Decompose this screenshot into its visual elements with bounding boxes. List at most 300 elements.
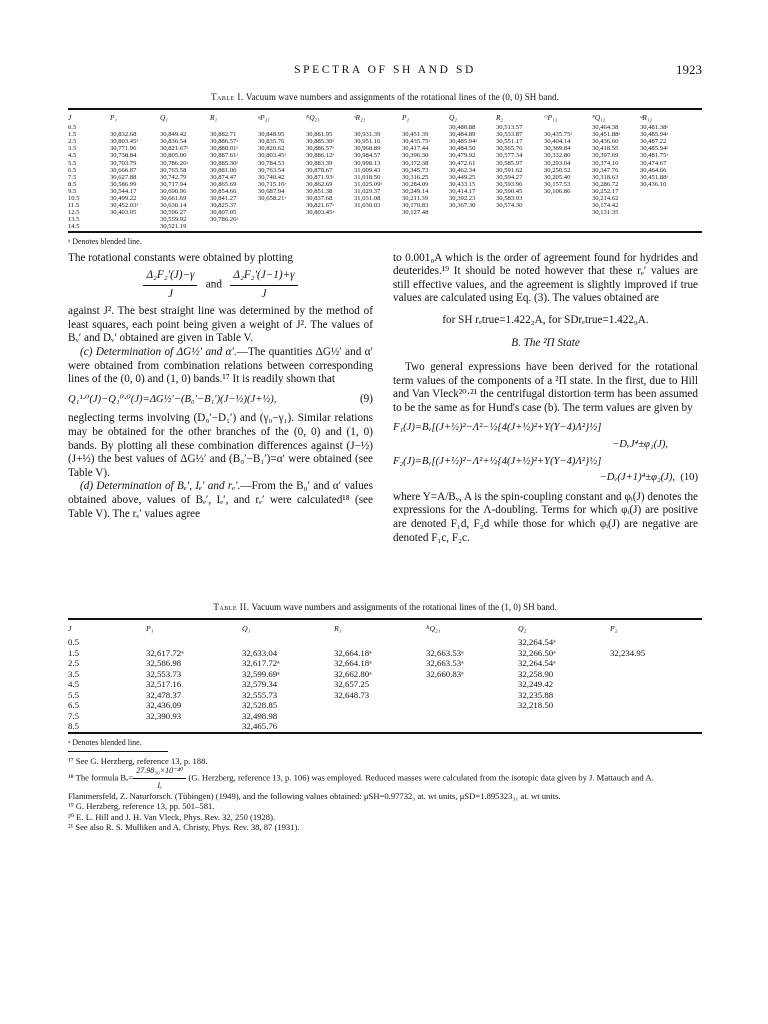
table2-cell [610, 711, 702, 722]
table1-cell: 30,848.95 [258, 131, 285, 139]
table1-cell: 30,586.99 [110, 180, 137, 188]
table1-cell: 30,878.67 [306, 166, 333, 174]
table1-cell [496, 223, 544, 230]
table2-cell: 32,617.72ᵃ [242, 658, 280, 668]
table1-cell [306, 124, 354, 131]
table1-cell [354, 209, 402, 216]
table1-cell: 31,031.08 [354, 195, 381, 203]
table1-cell: 30,205.40 [544, 173, 571, 181]
table1-cell: 30,286.72 [592, 180, 619, 188]
table1-cell: 30,369.84 [544, 145, 571, 153]
table2-row [68, 690, 702, 701]
table1-cell [354, 124, 402, 131]
table1-cell: 30,591.62 [496, 166, 523, 174]
table1-row [68, 131, 702, 138]
table1-row [68, 145, 702, 152]
table1-cell [258, 223, 306, 230]
table1-col-header: R₂ [496, 113, 504, 122]
table1-cell: 30,803.45ᵃ [258, 152, 287, 160]
table1-cell: 30,871.93ᵃ [306, 173, 335, 181]
table1-cell: 30,886.12ᵃ [306, 152, 335, 160]
table2-cell: 32,436.09 [146, 700, 182, 710]
table1-row [68, 216, 702, 223]
fraction-expression [68, 269, 373, 301]
table1-cell: 30,630.14 [160, 202, 187, 210]
running-header [68, 58, 702, 78]
table2-cell [610, 700, 702, 711]
table1-col-header: ᴼP₁₂ [544, 113, 558, 122]
table1-cell: 30,484.89 [449, 131, 476, 139]
table2-body [68, 637, 702, 732]
table1-cell: 30,825.37 [210, 202, 237, 210]
table2-cell: 8.5 [68, 721, 79, 731]
fraction-and: and [205, 278, 222, 291]
table1-cell: 2.5 [68, 138, 77, 146]
table1-cell: 30,717.94 [160, 180, 187, 188]
table2-bottom-rule [68, 732, 702, 734]
table1-cell: 31,018.50 [354, 173, 381, 181]
two-column-body [68, 252, 702, 592]
footnote-18-text: (G. Herzberg, reference 13, p. 106) was employed. Reduced masses were calculated from the isotopic data given by J. Mattauch and A. Flammersfeld, Z. Naturforsch. (Tübingen) (1949), and the following values obtained: μSH=0.97732₃ at. wt units, μSD=1.895323₃₁ at. wt units. [68, 772, 654, 802]
table1-cell: 0.5 [68, 124, 77, 132]
table1-cell [402, 124, 449, 131]
table2-col-header: Q₂ [518, 623, 527, 633]
table2-cell [610, 658, 702, 669]
table2-cell [610, 690, 702, 701]
table1-cell: 30,742.79 [160, 173, 187, 181]
table1-cell: 30,374.10 [592, 159, 619, 167]
table1-cell: 30,703.79 [110, 159, 137, 167]
table2-cell: 32,660.83ᵃ [426, 668, 464, 679]
section-c-heading: (c) Determination of ΔG½′ and α′. [80, 346, 237, 359]
table1-cell [258, 202, 306, 209]
equation-9-body: Q₁¹·⁰(J)−Q₁⁰·⁰(J)=ΔG½′−(B₀′−B₁′)(J−½)(J+½), [68, 393, 277, 405]
table2-cell: 5.5 [68, 689, 79, 700]
left-para-3 [68, 346, 373, 387]
table1-row [68, 181, 702, 188]
table1-cell: 30,481.38ᵃ [640, 124, 669, 132]
table1-cell: 30,627.88 [110, 173, 137, 181]
table2-caption-text: Vacuum wave numbers and assignments of the rotational lines of the (1, 0) SH band. [249, 601, 557, 612]
table1-cell: 30,887.61ᵃ [210, 152, 239, 160]
table2-col-header: ᴿQ₂₁ [426, 623, 441, 633]
table1-cell: 30,803.45ᵃ [306, 209, 335, 217]
table1-cell [544, 124, 592, 131]
table1-cell: 30,414.17 [449, 187, 476, 195]
page-number: 1923 [676, 62, 702, 77]
section-d-text: —From the B₀′ and α′ values obtained above, values of Bₑ′, Iₑ′, and rₑ′ were calculated¹⁸ (see Table V). The rₑ′ values agree [68, 480, 373, 520]
table1-cell: 30,771.96 [110, 145, 137, 153]
table2-cell: 32,579.34 [242, 679, 278, 689]
table1-cell: 30,485.94ᵃ [640, 131, 669, 139]
table1-cell [640, 195, 702, 202]
table1-cell [544, 216, 592, 223]
table1-cell [110, 124, 160, 131]
table1-row [68, 167, 702, 174]
table1-cell [592, 216, 640, 223]
table1-row [68, 160, 702, 167]
table1-cell [640, 202, 702, 209]
table1-cell: 30,715.16ᵃ [258, 180, 287, 188]
equation-f1-line1: F₁(J)=Bᵥ[(J+½)²−Λ²−½{4(J+½)²+Y(Y−4)Λ²}½] [393, 422, 602, 434]
table1-col-header: ˢR₂₁ [354, 113, 366, 122]
table1-cell: 30,479.92 [449, 152, 476, 160]
table2-cell: 32,617.72ᵃ [146, 647, 184, 658]
table1-cell [110, 223, 160, 230]
table1-cell: 30,332.80 [544, 152, 571, 160]
table1-cell: 30,968.89 [354, 145, 381, 153]
table1-cell: 13.5 [68, 216, 80, 224]
right-column [393, 252, 698, 546]
table1-cell: 7.5 [68, 173, 77, 181]
footnote-17: ¹⁷ See G. Herzberg, reference 13, p. 188. [68, 755, 208, 766]
equation-f2-line1: F₂(J)=Bᵥ[(J+½)²−Λ²+½{4(J+½)²+Y(Y−4)Λ²}½] [393, 455, 602, 467]
table1-cell: 30,316.25 [402, 173, 429, 181]
equation-9 [68, 393, 373, 407]
table1-cell: 30,593.96 [496, 180, 523, 188]
table2-col-header: J [68, 623, 72, 633]
table2-cell [610, 721, 702, 732]
table2-caption-label: Table II. [213, 601, 250, 612]
table1-cell: 30,157.53 [544, 180, 571, 188]
table1-cell: 30,565.76 [496, 145, 523, 153]
table1-cell [496, 209, 544, 216]
table1-cell: 30,487.22 [640, 138, 667, 146]
equation-f2-line2-body: −Dᵥ(J+1)⁴±φ₂(J), [599, 472, 676, 484]
section-d-heading: (d) Determination of Bₑ′, Iₑ′ and rₑ′. [80, 480, 241, 493]
table2-cell: 4.5 [68, 679, 79, 689]
table1-cell: 30,250.52 [544, 166, 571, 174]
table1-cell: 30,835.76 [258, 138, 285, 146]
table2-cell [334, 721, 426, 732]
table2-top-rule [68, 618, 702, 620]
table1-cell: 30,485.94ᵃ [640, 145, 669, 153]
table1-cell: 30,174.42 [592, 202, 619, 210]
table1-caption [68, 92, 702, 102]
table1-cell: 30,462.34 [449, 166, 476, 174]
table1-top-rule [68, 108, 702, 110]
table1-cell: 30,131.35 [592, 209, 619, 217]
left-para-5 [68, 480, 373, 521]
table1-cell: 30,881.95 [306, 131, 333, 139]
table1-cell [306, 216, 354, 223]
table1-cell: 30,436.10 [640, 180, 667, 188]
table1-cell: 30,763.54 [258, 166, 285, 174]
table1-cell [258, 209, 306, 216]
table2-cell [146, 721, 242, 732]
table2-footnote: ᵃ Denotes blended line. [68, 737, 142, 747]
footnote-18-fraction-num: 27.98₃₀×10⁻⁴⁰ [133, 766, 186, 779]
table1-body [68, 124, 702, 230]
section-c-text: —The quantities ΔG½′ and α′ were obtained from combination relations between corresponding lines of the (0, 0) and (1, 0) bands.¹⁷ It is readily shown that [68, 346, 373, 386]
table1-row [68, 188, 702, 195]
left-para-1: The rotational constants were obtained by plotting [68, 251, 293, 264]
right-para-3: where Y=A/Bᵥ, A is the spin-coupling constant and φᵢ(J) denotes the expressions for the Λ-doubling. Terms for which φᵢ(J) are positive are denoted F₁d, F₂d while those for which φᵢ(J) are negative are denoted F₁c, F₂c. [393, 490, 698, 544]
table1-cell: 30,658.21ᵃ [258, 195, 287, 203]
table1-cell: 30,931.39 [354, 131, 381, 139]
table1-cell: 30,392.23 [449, 195, 476, 203]
table1-cell: 30,862.69 [306, 180, 333, 188]
table1-cell [640, 216, 702, 223]
table1-cell: 30,417.44 [402, 145, 429, 153]
table1-cell: 11.5 [68, 202, 80, 210]
table1-cell: 30,481.75ᵃ [640, 152, 669, 160]
table1-cell: 30,784.53 [258, 159, 285, 167]
table2-cell: 32,264.54ᵃ [518, 658, 556, 668]
table2-cell: 2.5 [68, 658, 79, 668]
table2-cell: 1.5 [68, 647, 79, 658]
table1-cell: 1.5 [68, 131, 77, 139]
table1-cell: 30,544.17 [110, 187, 137, 195]
table1-cell: 30,881.06 [210, 166, 237, 174]
table1-cell [449, 216, 496, 223]
table1-cell: 30,984.57 [354, 152, 381, 160]
table1-cell: 30,765.58 [160, 166, 187, 174]
table2-cell: 32,264.54ᵃ [518, 637, 556, 647]
table1-cell: 30,499.22 [110, 195, 137, 203]
table2-col-header: Q₁ [242, 623, 251, 633]
table1-cell: 12.5 [68, 209, 80, 217]
table1-cell: 31,009.43 [354, 166, 381, 174]
footnote-18 [68, 766, 702, 802]
table2-cell: 32,258.90 [518, 668, 554, 679]
footnote-20: ²⁰ E. L. Hill and J. H. Van Vleck, Phys. Rev. 32, 250 (1928). [68, 811, 276, 822]
table1-cell: 30,687.94 [258, 187, 285, 195]
table2-cell: 0.5 [68, 637, 79, 647]
equation-f1-line2: −DᵥJ⁴±φ₁(J), [612, 439, 668, 451]
table1-col-header: ᵠR₁₂ [640, 113, 652, 122]
table1-cell [354, 223, 402, 230]
table1-cell: 30,951.16 [354, 138, 381, 146]
table2-cell [242, 637, 334, 648]
table1-cell: 30,396.30 [402, 152, 429, 160]
footnote-separator [68, 751, 168, 752]
table1-cell: 10.5 [68, 195, 80, 203]
table1-cell: 30,559.92 [160, 216, 187, 224]
table1-cell: 30,583.93 [496, 195, 523, 203]
table1-cell: 30,451.88ᵃ [592, 131, 621, 139]
table1-cell: 30,551.17 [496, 138, 523, 146]
table2-cell [334, 700, 426, 711]
table2-cell [426, 690, 518, 701]
table1-col-header: ᴾQ₁₂ [592, 113, 606, 122]
table1-cell [496, 216, 544, 223]
table1-cell: 30,451.39 [402, 131, 429, 139]
table1-cell: 30,821.67ᵃ [160, 145, 189, 153]
table1-cell: 30,433.15 [449, 180, 476, 188]
fraction-2-numerator: Δ₂F₂′(J−1)+γ [230, 269, 297, 286]
table2-cell: 32,663.53ᵃ [426, 658, 464, 668]
table1-cell: 30,805.00 [160, 152, 187, 160]
table1-cell: 30,849.42 [160, 131, 187, 139]
footnote-18-fraction [133, 766, 186, 791]
table1-caption-text: Vacuum wave numbers and assignments of the rotational lines of the (0, 0) SH band. [243, 92, 559, 102]
table1-cell [640, 209, 702, 216]
table1-cell: 4.5 [68, 152, 77, 160]
table1-footnote: ᵃ Denotes blended line. [68, 236, 142, 246]
table1-col-header: ᴿQ₂₁ [306, 113, 320, 122]
table1-cell: 30,886.57ᵃ [306, 145, 335, 153]
table1-cell: 30,786.26ᵃ [160, 159, 189, 167]
footnote-21: ²¹ See also R. S. Mulliken and A. Christy, Phys. Rev. 38, 87 (1931). [68, 821, 300, 832]
table1-cell: 30,474.67 [640, 159, 667, 167]
table1-cell: 30,836.54 [160, 138, 187, 146]
table1-cell: 30,832.68 [110, 131, 137, 139]
table1-header-row [68, 112, 702, 124]
table1-cell: 30,585.97 [496, 159, 523, 167]
table1-row [68, 124, 702, 131]
left-column [68, 252, 373, 522]
table1-cell: 5.5 [68, 159, 77, 167]
table1-cell: 30,590.45 [496, 187, 523, 195]
equation-f2-line2 [393, 471, 698, 485]
table1-cell: 30,854.66 [210, 187, 237, 195]
table2-cell: 32,465.76 [242, 721, 278, 731]
table1-row [68, 174, 702, 181]
table1-cell [210, 223, 258, 230]
right-para-2: Two general expressions have been derived for the rotational term values of the components of a ²Π state. In the first, due to Hill and Van Vleck²⁰·²¹ the centrifugal distortion term has been assumed to be the same as for Hund's case (b). The term values are given by [393, 361, 698, 414]
table2-cell: 32,528.85 [242, 700, 278, 710]
footnote-18-lead: ¹⁸ The formula Bₑ= [68, 772, 134, 783]
table1-col-header: Q₂ [449, 113, 457, 122]
fraction-1 [143, 269, 197, 301]
table2-cell: 32,648.73 [334, 689, 370, 700]
table2-row [68, 658, 702, 669]
table1-cell: 30,885.30ᵃ [306, 138, 335, 146]
table1-row [68, 202, 702, 209]
table1-cell: 30,596.27 [160, 209, 187, 217]
table1-cell: 30,464.66 [640, 166, 667, 174]
table2-caption [68, 602, 702, 612]
table2-cell [426, 711, 518, 722]
table2-cell [610, 637, 702, 648]
table1-cell: 30,841.27 [210, 195, 237, 203]
table1-cell: 30,347.76 [592, 166, 619, 174]
table1-cell: 30,372.38 [402, 159, 429, 167]
table2-row [68, 679, 702, 690]
table2-cell: 32,657.25 [334, 679, 370, 689]
table1-cell: 30,786.26ᵃ [210, 216, 239, 224]
table1-cell: 30,367.30 [449, 202, 476, 210]
table2-col-header: R₁ [334, 623, 342, 633]
table1-cell [258, 216, 306, 223]
table1-cell: 30,661.69 [160, 195, 187, 203]
table1-cell [640, 223, 702, 230]
table1-cell: 30,883.39 [306, 159, 333, 167]
table1-cell: 30,449.25 [449, 173, 476, 181]
table2-cell: 32,218.50 [518, 700, 554, 710]
table1-col-header: R₁ [210, 113, 218, 122]
table2-cell: 3.5 [68, 668, 79, 679]
table1-cell [160, 124, 210, 131]
footnote-18-fraction-den: Iₑ [157, 780, 163, 790]
table1-cell: 30,452.03ᵃ [110, 202, 139, 210]
table1-cell: 30,738.84 [110, 152, 137, 160]
table2-col-header: P₁ [146, 623, 154, 633]
table1-cell: 30,865.69 [210, 180, 237, 188]
fraction-2-denominator: J [261, 287, 267, 300]
table2-cell: 32,249.42 [518, 679, 554, 689]
table2-cell: 32,663.53ᵃ [426, 647, 464, 658]
table1-cell: 30,577.34 [496, 152, 523, 160]
table2-cell: 32,266.50ᵃ [518, 647, 556, 658]
table1-cell: 9.5 [68, 187, 77, 195]
table1-cell: 30,837.68 [306, 195, 333, 203]
table2-row [68, 669, 702, 680]
table2-cell [426, 700, 518, 711]
table2-header-row [68, 622, 702, 638]
table2-cell [610, 679, 702, 690]
table1-row [68, 195, 702, 202]
left-para-2: against J². The best straight line was determined by the method of least squares, each point being given a weight of J². The values of Bᵥ′ and Dᵥ′ obtained are given in Table V. [68, 305, 373, 345]
table1-cell: 30,513.57 [496, 124, 523, 132]
table1-cell: 30,740.42 [258, 173, 285, 181]
table1-cell [544, 209, 592, 216]
fraction-1-denominator: J [167, 287, 173, 300]
table1-cell: 30,418.55 [592, 145, 619, 153]
table1-cell: 30,106.86 [544, 187, 571, 195]
table1-cell [402, 223, 449, 230]
table2-cell: 7.5 [68, 710, 79, 721]
table1-cell: 30,521.19 [160, 223, 187, 231]
table1-cell: 8.5 [68, 180, 77, 188]
table1-col-header: J [68, 113, 72, 122]
table1-cell: 31,030.03 [354, 202, 381, 210]
table2-cell: 6.5 [68, 700, 79, 710]
table1-caption-label: Table I. [211, 92, 244, 102]
table1-cell: 30,345.73 [402, 166, 429, 174]
table1-cell: 30,574.30 [496, 202, 523, 210]
table1-cell: 30,403.05 [110, 209, 137, 217]
table2-cell: 32,517.16 [146, 679, 182, 689]
left-para-4: neglecting terms involving (D₀′−D₁′) and (γ₀−γ₁). Similar relations may be obtained for the other branches of the (0, 0) and (1, 0) bands. By plotting all these combination differences against (J−½) (J+½) the best values of ΔG½′ and (B₀′−B₁′)=α′ were obtained (see Table V). [68, 412, 373, 479]
table1-cell [544, 223, 592, 230]
table2-cell [610, 669, 702, 680]
table1-cell: 30,464.38 [592, 124, 619, 132]
equation-10-number: (10) [680, 472, 698, 484]
right-para-1: to 0.001₀A which is the order of agreement found for hydrides and deuterides.¹⁹ It should be noted however that these rₑ′ values are still effective values, and the agreement is slightly improved if true values are calculated using Eq. (3). The values obtained are [393, 251, 698, 305]
running-title: SPECTRA OF SH AND SD [294, 64, 476, 76]
table2-cell: 32,662.80ᵃ [334, 668, 372, 679]
table1-cell: 3.5 [68, 145, 77, 153]
table2-cell: 32,555.73 [242, 689, 278, 700]
table1-cell: 30,480.88 [449, 124, 476, 132]
table1-cell: 30,820.62 [258, 145, 285, 153]
table2 [68, 622, 702, 732]
table1-cell: 30,666.87 [110, 166, 137, 174]
table1-row [68, 209, 702, 216]
table1-cell: 30,533.87 [496, 131, 523, 139]
table1-cell: 14.5 [68, 223, 80, 231]
table1-col-header: Q₁ [160, 113, 168, 122]
table1-cell [592, 223, 640, 230]
table2-cell: 32,599.69ᵃ [242, 668, 280, 679]
table2-row [68, 648, 702, 659]
table2-row [68, 721, 702, 732]
table1-cell: 30,249.14 [402, 187, 429, 195]
table1-bottom-rule [68, 231, 702, 233]
table1-cell: 30,888.01ᵃ [210, 145, 239, 153]
table2-cell [518, 711, 610, 722]
table2-cell [426, 721, 518, 732]
fraction-1-numerator: Δ₂F₂′(J)−γ [143, 269, 197, 286]
table2-cell: 32,586.98 [146, 658, 182, 668]
table1-cell: 30,214.62 [592, 195, 619, 203]
table2-row [68, 637, 702, 648]
table1-cell: 30,882.71 [210, 131, 237, 139]
table1-col-header: ᵍP₂₁ [258, 113, 270, 122]
table1-cell: 30,170.83 [402, 202, 429, 210]
